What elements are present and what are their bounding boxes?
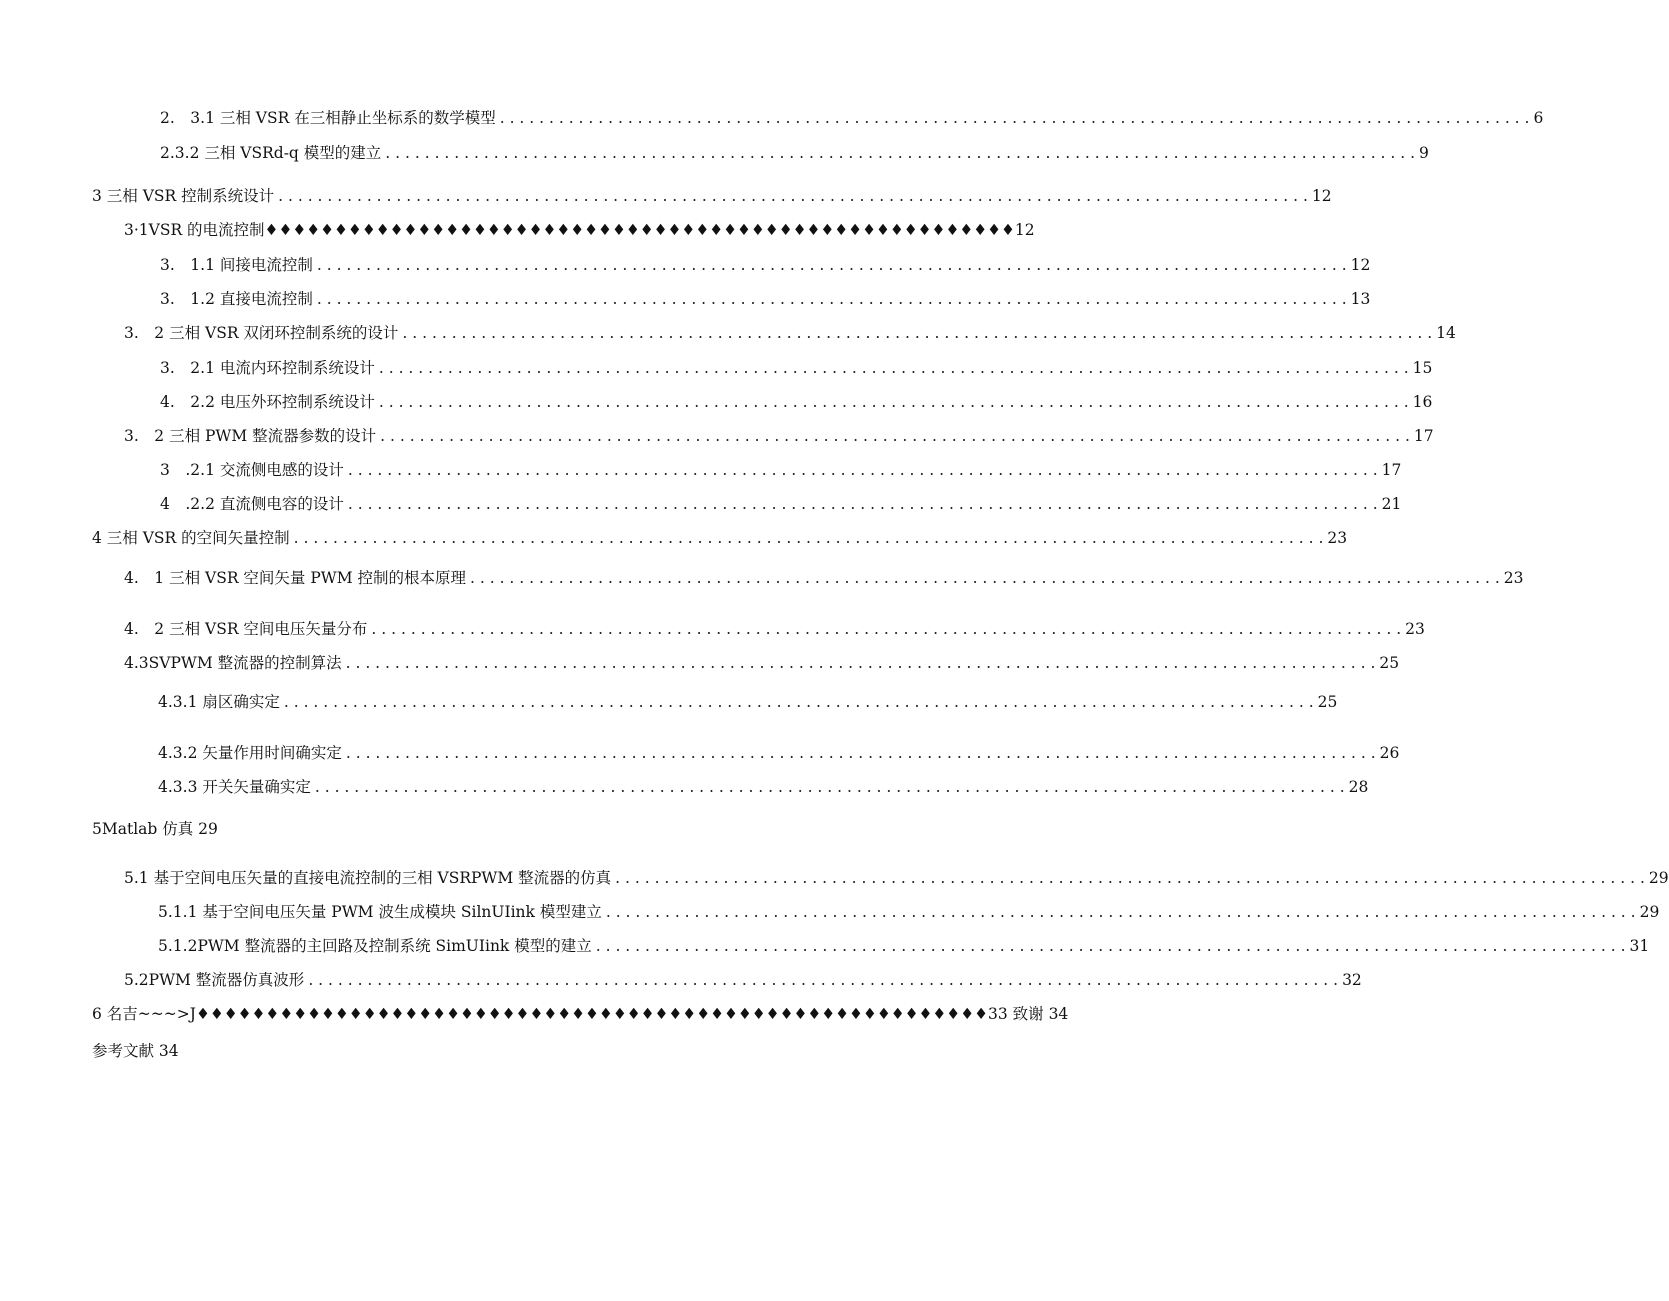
toc-entry-label: 3. 1.2 直接电流控制 bbox=[160, 290, 313, 308]
toc-entry-label: 5.1.2PWM 整流器的主回路及控制系统 SimUIink 模型的建立 bbox=[158, 937, 592, 955]
leader-dots bbox=[470, 568, 1500, 588]
toc-entry-page: 17 bbox=[1413, 427, 1434, 445]
toc-entry-label: 5.1.1 基于空间电压矢量 PWM 波生成模块 SilnUIink 模型建立 bbox=[158, 903, 602, 921]
leader-dots bbox=[294, 528, 1324, 548]
leader-dots bbox=[379, 358, 1409, 378]
toc-entry-page: 12 bbox=[1350, 256, 1371, 274]
leader-dots bbox=[371, 619, 1401, 639]
toc-entry-label: 4. 2.2 电压外环控制系统设计 bbox=[160, 393, 375, 411]
toc-entry-label: 4.3.3 开关矢量确实定 bbox=[158, 778, 311, 796]
leader-dots bbox=[348, 460, 1378, 480]
toc-entry-page: 13 bbox=[1350, 290, 1371, 308]
toc-entry[interactable] bbox=[124, 426, 1434, 446]
toc-entry-label: 4. 1 三相 VSR 空间矢量 PWM 控制的根本原理 bbox=[124, 569, 467, 587]
toc-entry[interactable] bbox=[124, 970, 1362, 990]
leader-dots bbox=[402, 323, 1432, 343]
toc-entry[interactable] bbox=[158, 777, 1369, 797]
toc-entry-label: 4.3SVPWM 整流器的控制算法 bbox=[124, 654, 342, 672]
toc-entry[interactable] bbox=[92, 186, 1332, 206]
toc-entry-page: 17 bbox=[1381, 461, 1402, 479]
toc-entry-page: 23 bbox=[1503, 569, 1524, 587]
toc-entry-label: 4. 2 三相 VSR 空间电压矢量分布 bbox=[124, 620, 368, 638]
toc-entry-page: 6 bbox=[1533, 109, 1544, 127]
leader-dots bbox=[500, 108, 1530, 128]
leader-dots bbox=[379, 392, 1409, 412]
leader-dots bbox=[278, 186, 1308, 206]
toc-entry-label: 3 .2.1 交流侧电感的设计 bbox=[160, 461, 344, 479]
leader-dots bbox=[317, 289, 1347, 309]
toc-entry[interactable] bbox=[158, 902, 1660, 922]
toc-entry[interactable] bbox=[158, 936, 1650, 956]
toc-entry-label: 4.3.2 矢量作用时间确实定 bbox=[158, 744, 342, 762]
leader-dots bbox=[596, 936, 1626, 956]
toc-entry-page: 25 bbox=[1379, 654, 1400, 672]
leader-dots bbox=[385, 143, 1415, 163]
toc-entry-page: 28 bbox=[1348, 778, 1369, 796]
leader-dots bbox=[346, 653, 1376, 673]
toc-entry-page: 25 bbox=[1317, 693, 1338, 711]
toc-entry[interactable]: 3·1VSR 的电流控制♦♦♦♦♦♦♦♦♦♦♦♦♦♦♦♦♦♦♦♦♦♦♦♦♦♦♦♦♦♦♦♦♦♦♦♦♦♦♦♦♦♦♦♦♦♦♦♦♦♦♦♦♦♦12 bbox=[124, 221, 1035, 239]
toc-entry[interactable] bbox=[160, 460, 1402, 480]
toc-entry[interactable] bbox=[124, 653, 1400, 673]
toc-entry-page: 23 bbox=[1405, 620, 1425, 638]
toc-entry-label: 2. 3.1 三相 VSR 在三相静止坐标系的数学模型 bbox=[160, 109, 496, 127]
toc-entry-page: 12 bbox=[1311, 187, 1332, 205]
toc-entry-label: 4 三相 VSR 的空间矢量控制 bbox=[92, 529, 290, 547]
leader-dots bbox=[308, 970, 1338, 990]
toc-entry[interactable] bbox=[158, 743, 1400, 763]
toc-entry-page: 21 bbox=[1381, 495, 1402, 513]
toc-entry-label: 5.1 基于空间电压矢量的直接电流控制的三相 VSRPWM 整流器的仿真 bbox=[124, 869, 612, 887]
leader-dots bbox=[615, 868, 1645, 888]
toc-entry[interactable] bbox=[160, 494, 1402, 514]
toc-entry-label: 3 三相 VSR 控制系统设计 bbox=[92, 187, 275, 205]
toc-entry-page: 29 bbox=[1648, 869, 1669, 887]
toc-entry-label: 4 .2.2 直流侧电容的设计 bbox=[160, 495, 344, 513]
toc-entry-label: 4.3.1 扇区确实定 bbox=[158, 693, 280, 711]
toc-entry-label: 3. 1.1 间接电流控制 bbox=[160, 256, 313, 274]
leader-dots bbox=[315, 777, 1345, 797]
toc-entry-page: 29 bbox=[1639, 903, 1660, 921]
toc-entry-page: 26 bbox=[1379, 744, 1400, 762]
toc-entry-page: 32 bbox=[1342, 971, 1362, 989]
toc-entry[interactable]: 参考文献 34 bbox=[92, 1042, 179, 1060]
toc-entry[interactable] bbox=[124, 568, 1524, 588]
toc-entry-label: 3. 2 三相 PWM 整流器参数的设计 bbox=[124, 427, 377, 445]
toc-entry-page: 14 bbox=[1436, 324, 1456, 342]
toc-entry[interactable] bbox=[124, 868, 1669, 888]
toc-entry[interactable] bbox=[160, 358, 1433, 378]
toc-entry[interactable]: 6 名吉~~~>J♦♦♦♦♦♦♦♦♦♦♦♦♦♦♦♦♦♦♦♦♦♦♦♦♦♦♦♦♦♦♦♦♦♦♦♦♦♦♦♦♦♦♦♦♦♦♦♦♦♦♦♦♦♦♦♦♦33 致谢 34 bbox=[92, 1005, 1069, 1023]
toc-entry[interactable] bbox=[158, 692, 1338, 712]
toc-entry-page: 31 bbox=[1629, 937, 1650, 955]
leader-dots bbox=[346, 743, 1376, 763]
toc-entry[interactable] bbox=[160, 289, 1371, 309]
toc-entry[interactable] bbox=[160, 255, 1371, 275]
toc-entry-label: 3. 2.1 电流内环控制系统设计 bbox=[160, 359, 375, 377]
toc-entry-page: 15 bbox=[1412, 359, 1433, 377]
toc-entry[interactable]: 5Matlab 仿真 29 bbox=[92, 820, 218, 838]
toc-entry[interactable] bbox=[160, 143, 1429, 163]
toc-entry-page: 16 bbox=[1412, 393, 1433, 411]
toc-entry[interactable] bbox=[92, 528, 1348, 548]
toc-entry[interactable] bbox=[124, 323, 1456, 343]
toc-entry-page: 9 bbox=[1419, 144, 1429, 162]
toc-entry-label: 3. 2 三相 VSR 双闭环控制系统的设计 bbox=[124, 324, 399, 342]
toc-entry-label: 5.2PWM 整流器仿真波形 bbox=[124, 971, 305, 989]
leader-dots bbox=[606, 902, 1636, 922]
leader-dots bbox=[380, 426, 1410, 446]
leader-dots bbox=[317, 255, 1347, 275]
toc-entry[interactable] bbox=[160, 108, 1544, 128]
toc-entry-label: 2.3.2 三相 VSRd-q 模型的建立 bbox=[160, 144, 382, 162]
toc-entry[interactable] bbox=[124, 619, 1425, 639]
leader-dots bbox=[284, 692, 1314, 712]
toc-entry-page: 23 bbox=[1327, 529, 1348, 547]
toc-entry[interactable] bbox=[160, 392, 1433, 412]
leader-dots bbox=[348, 494, 1378, 514]
